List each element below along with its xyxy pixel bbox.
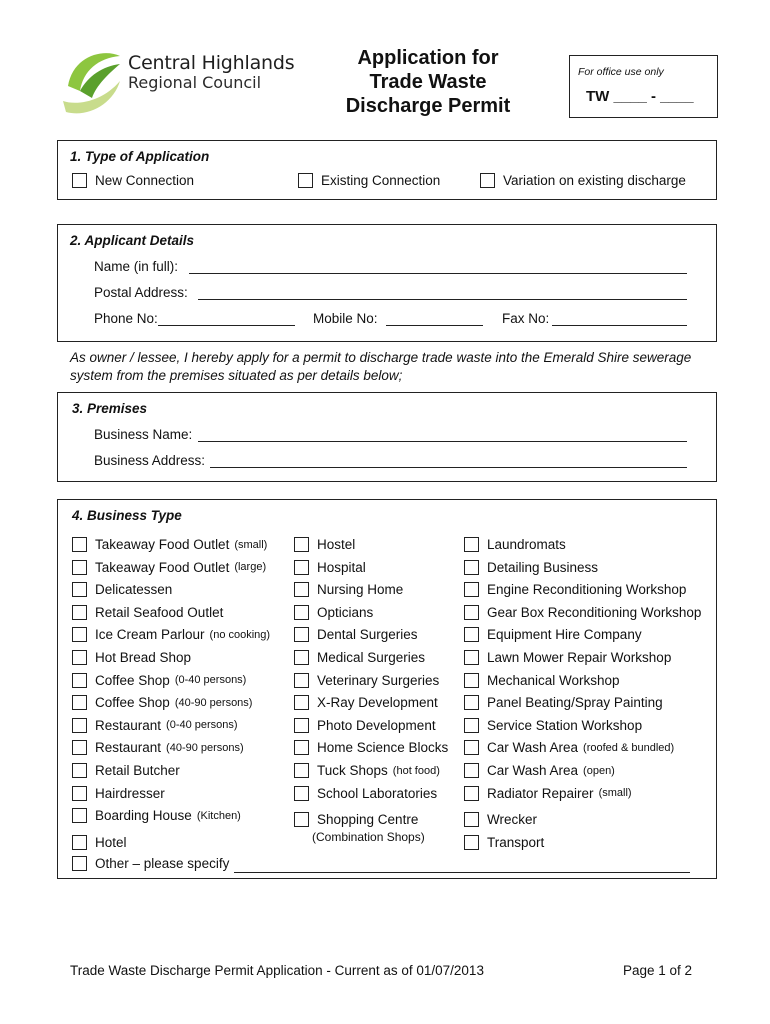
option-label: Gear Box Reconditioning Workshop (487, 604, 702, 620)
business-type-option[interactable] (72, 582, 172, 597)
checkbox[interactable] (294, 763, 309, 778)
footer-title: Trade Waste Discharge Permit Application - Current as of 01/07/2013 (70, 963, 484, 978)
section1-title: 1. Type of Application (70, 149, 210, 164)
page-number: Page 1 of 2 (623, 963, 693, 978)
business-name-field[interactable] (198, 441, 687, 442)
checkbox[interactable] (464, 740, 479, 755)
option-label: Dental Surgeries (317, 627, 418, 643)
checkbox[interactable] (72, 763, 87, 778)
business-type-option[interactable] (294, 740, 448, 755)
option-other[interactable] (72, 856, 229, 871)
option-label: Home Science Blocks (317, 740, 449, 756)
option-label: Variation on existing discharge (503, 173, 686, 188)
option-label: Medical Surgeries (317, 650, 426, 665)
business-type-option[interactable] (72, 560, 266, 575)
checkbox[interactable] (294, 673, 309, 688)
option-label: Service Station Workshop (487, 717, 643, 733)
option-label: Radiator Repairer (487, 785, 594, 801)
business-type-option[interactable] (72, 740, 244, 755)
checkbox[interactable] (464, 627, 479, 642)
checkbox[interactable] (294, 627, 309, 642)
business-type-option[interactable] (72, 835, 127, 850)
title-line1: Application for (357, 47, 499, 69)
option-label: Car Wash Area (487, 763, 579, 778)
checkbox[interactable] (72, 695, 87, 710)
option-label: Equipment Hire Company (487, 627, 642, 643)
checkbox[interactable] (294, 605, 309, 620)
office-use-box (569, 55, 718, 118)
declaration-statement: As owner / lessee, I hereby apply for a permit to discharge trade waste into the Emerald Shire sewerage system from the premises situated as per details below; (70, 350, 692, 383)
option-label: Ice Cream Parlour (95, 627, 205, 643)
checkbox[interactable] (72, 627, 87, 642)
business-type-option[interactable] (72, 695, 252, 710)
business-type-option[interactable] (72, 786, 165, 801)
postal-field[interactable] (198, 299, 687, 300)
checkbox[interactable] (464, 812, 479, 827)
phone-field[interactable] (158, 325, 295, 326)
checkbox[interactable] (72, 740, 87, 755)
section-business-type (57, 499, 717, 879)
option-label: Shopping Centre (317, 812, 419, 828)
option-label: Car Wash Area (487, 740, 579, 756)
option-note: (0-40 persons) (166, 719, 238, 732)
checkbox[interactable] (464, 537, 479, 552)
option-label: New Connection (95, 173, 195, 188)
option-label: Panel Beating/Spray Painting (487, 695, 663, 711)
option-label: Hospital (317, 559, 366, 575)
checkbox[interactable] (464, 695, 479, 710)
option-label: X-Ray Development (317, 695, 438, 711)
checkbox[interactable] (464, 786, 479, 801)
checkbox[interactable] (294, 537, 309, 552)
option-label: Opticians (317, 604, 374, 620)
option-note: (small) (234, 538, 268, 551)
option-label: Hotel (95, 834, 127, 850)
checkbox[interactable] (464, 582, 479, 597)
business-address-label: Business Address: (94, 453, 206, 468)
business-type-option[interactable] (464, 605, 701, 620)
business-type-option[interactable] (464, 650, 671, 665)
checkbox[interactable] (480, 173, 495, 188)
option-label: Wrecker (487, 812, 538, 828)
postal-label: Postal Address: (94, 285, 188, 300)
tw-number-field[interactable]: TW ____ - ____ (586, 88, 694, 105)
option-new-connection[interactable] (72, 173, 194, 188)
option-label: Transport (487, 834, 545, 850)
option-label: Retail Seafood Outlet (95, 604, 224, 620)
mobile-label: Mobile No: (313, 311, 378, 326)
option-label: Lawn Mower Repair Workshop (487, 650, 672, 665)
checkbox[interactable] (294, 582, 309, 597)
option-label: Tuck Shops (317, 763, 388, 778)
option-label: Restaurant (95, 717, 162, 733)
business-type-option[interactable] (464, 582, 686, 597)
checkbox[interactable] (72, 786, 87, 801)
business-type-option[interactable] (72, 763, 180, 778)
page-title (318, 46, 538, 118)
option-note: (Kitchen) (196, 809, 241, 822)
option-label: Takeaway Food Outlet (95, 537, 230, 552)
section-type-of-application (57, 140, 717, 200)
business-type-option[interactable] (464, 673, 620, 688)
option-label: Coffee Shop (95, 672, 170, 688)
business-type-option[interactable] (464, 812, 537, 827)
business-type-option[interactable] (72, 537, 267, 552)
option-label: Veterinary Surgeries (317, 672, 440, 688)
business-type-option[interactable] (294, 763, 440, 778)
business-type-option[interactable] (72, 605, 223, 620)
option-note: (no cooking) (209, 628, 271, 641)
business-type-option[interactable] (294, 812, 418, 827)
checkbox[interactable] (72, 173, 87, 188)
business-type-option[interactable] (72, 808, 241, 823)
logo-swirl-icon (58, 46, 128, 118)
logo-line1: Central Highlands (128, 52, 295, 74)
checkbox[interactable] (464, 650, 479, 665)
checkbox[interactable] (464, 718, 479, 733)
checkbox[interactable] (294, 560, 309, 575)
option-label: Nursing Home (317, 582, 404, 598)
business-type-option[interactable] (72, 718, 238, 733)
other-specify-field[interactable] (234, 872, 690, 873)
option-note: (40-90 persons) (174, 696, 253, 709)
mobile-field[interactable] (386, 325, 483, 326)
checkbox[interactable] (72, 605, 87, 620)
business-type-option[interactable] (464, 627, 642, 642)
checkbox[interactable] (72, 582, 87, 597)
logo-line2: Regional Council (128, 73, 262, 92)
option-label: Coffee Shop (95, 695, 170, 711)
name-field[interactable] (189, 273, 687, 274)
business-type-option[interactable] (464, 537, 566, 552)
checkbox[interactable] (72, 718, 87, 733)
option-note: (0-40 persons) (174, 674, 247, 687)
business-address-field[interactable] (210, 467, 687, 468)
business-type-option[interactable] (464, 695, 663, 710)
business-type-option[interactable] (294, 673, 439, 688)
business-type-option[interactable] (294, 605, 373, 620)
checkbox[interactable] (464, 605, 479, 620)
business-type-option[interactable] (464, 786, 632, 801)
option-note: (small) (598, 787, 632, 800)
checkbox[interactable] (464, 763, 479, 778)
checkbox[interactable] (72, 856, 87, 871)
option-label: Existing Connection (321, 173, 441, 188)
option-label: Restaurant (95, 740, 162, 756)
option-label: Detailing Business (487, 559, 599, 575)
title-line3: Discharge Permit (345, 95, 511, 117)
section-applicant-details (57, 224, 717, 342)
section4-title: 4. Business Type (72, 508, 182, 523)
business-type-option[interactable] (294, 786, 437, 801)
office-use-label: For office use only (578, 66, 664, 78)
option-label: Hairdresser (95, 785, 165, 801)
phone-label: Phone No: (94, 311, 158, 326)
option-note: (hot food) (392, 764, 440, 777)
business-type-option[interactable] (294, 718, 436, 733)
checkbox[interactable] (298, 173, 313, 188)
option-label: Other – please specify (95, 856, 230, 871)
option-note: (open) (583, 764, 615, 777)
fax-field[interactable] (552, 325, 687, 326)
checkbox[interactable] (72, 650, 87, 665)
option-note: (40-90 persons) (166, 741, 244, 754)
business-type-option[interactable] (294, 627, 418, 642)
combination-shops-note: (Combination Shops) (312, 830, 425, 844)
business-type-option[interactable] (464, 718, 642, 733)
business-type-option[interactable] (72, 673, 246, 688)
option-label: Hot Bread Shop (95, 650, 192, 665)
business-type-option[interactable] (294, 582, 403, 597)
checkbox[interactable] (464, 560, 479, 575)
business-type-option[interactable] (294, 650, 425, 665)
option-label: Delicatessen (95, 582, 173, 598)
option-label: Retail Butcher (95, 763, 180, 778)
business-type-option[interactable] (464, 740, 674, 755)
section-premises (57, 392, 717, 482)
title-line2: Trade Waste (369, 71, 487, 93)
checkbox[interactable] (294, 786, 309, 801)
option-label: Boarding House (95, 808, 192, 824)
checkbox[interactable] (294, 650, 309, 665)
checkbox[interactable] (294, 718, 309, 733)
option-note: (large) (234, 561, 267, 574)
checkbox[interactable] (294, 695, 309, 710)
option-label: Laundromats (487, 537, 566, 552)
business-type-option[interactable] (294, 537, 355, 552)
checkbox[interactable] (464, 673, 479, 688)
checkbox[interactable] (72, 537, 87, 552)
checkbox[interactable] (294, 812, 309, 827)
section2-title: 2. Applicant Details (70, 233, 195, 248)
option-label: Takeaway Food Outlet (95, 559, 230, 575)
business-type-option[interactable] (294, 560, 366, 575)
business-type-option[interactable] (464, 835, 544, 850)
business-type-option[interactable] (72, 650, 191, 665)
option-label: Engine Reconditioning Workshop (487, 582, 687, 598)
fax-label: Fax No: (502, 311, 550, 326)
business-type-option[interactable] (72, 627, 270, 642)
section3-title: 3. Premises (72, 401, 148, 416)
checkbox[interactable] (72, 808, 87, 823)
checkbox[interactable] (72, 835, 87, 850)
option-label: Photo Development (317, 717, 436, 733)
option-variation[interactable] (480, 173, 686, 188)
option-note: (roofed & bundled) (583, 741, 675, 754)
option-label: School Laboratories (317, 785, 438, 801)
option-label: Hostel (317, 537, 356, 552)
option-label: Mechanical Workshop (487, 672, 620, 688)
checkbox[interactable] (72, 560, 87, 575)
name-label: Name (in full): (94, 259, 179, 274)
option-existing-connection[interactable] (298, 173, 440, 188)
checkbox[interactable] (294, 740, 309, 755)
business-type-option[interactable] (464, 560, 598, 575)
checkbox[interactable] (72, 673, 87, 688)
business-name-label: Business Name: (94, 427, 193, 442)
business-type-option[interactable] (464, 763, 615, 778)
business-type-option[interactable] (294, 695, 438, 710)
checkbox[interactable] (464, 835, 479, 850)
